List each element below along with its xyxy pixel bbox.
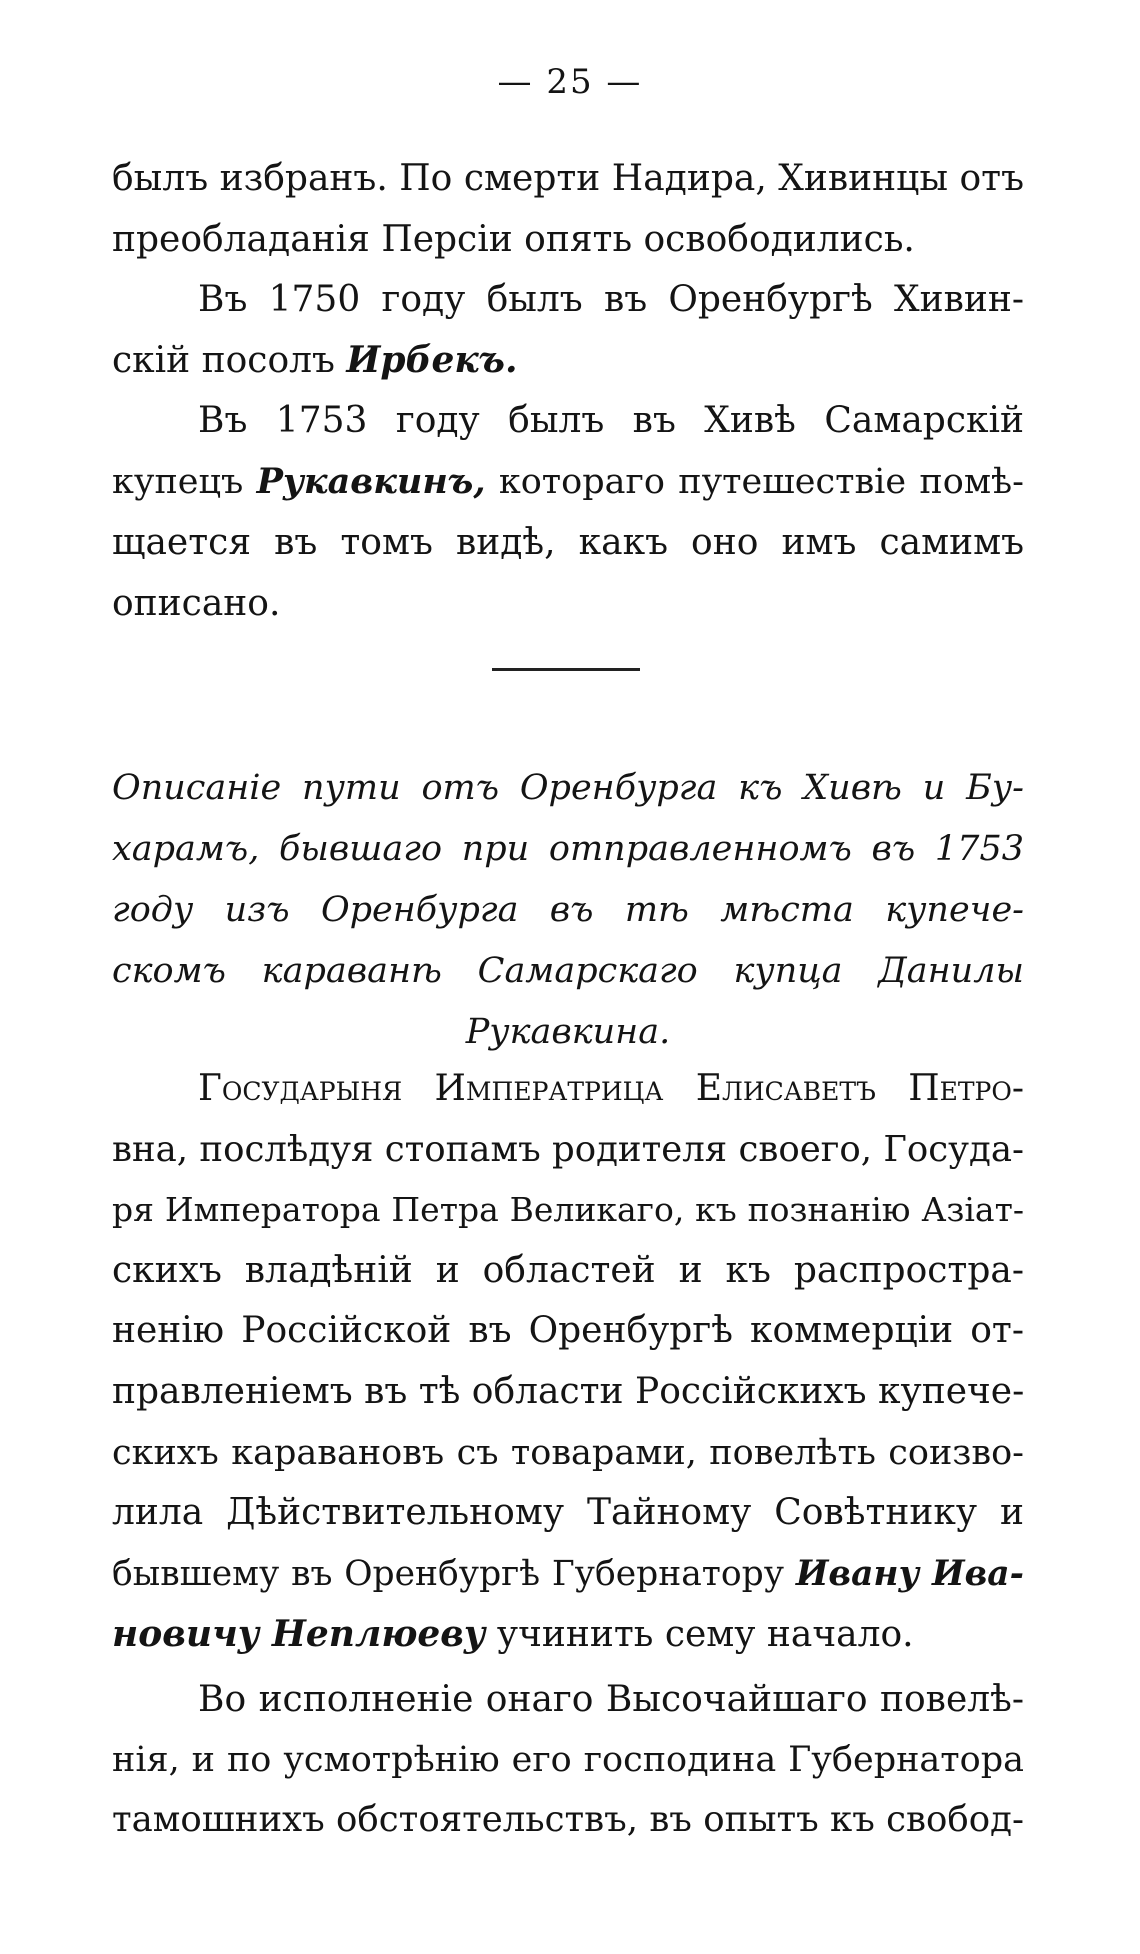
paragraph-4 (112, 1059, 1024, 1665)
text-line: Въ 1750 году былъ въ Оренбургѣ Хивин- (198, 279, 1024, 320)
person-name: Ирбекъ. (346, 339, 518, 381)
heading-line: скомъ караванѣ Самарскаго купца Данилы (112, 951, 1024, 991)
section-divider (492, 668, 640, 671)
heading-line: Описаніе пути отъ Оренбурга къ Хивѣ и Бу- (112, 768, 1024, 808)
text-line (112, 451, 1024, 512)
text-span: учинить сему начало. (485, 1614, 914, 1656)
text-line: скихъ владѣній и областей и къ распростра- (112, 1249, 1024, 1291)
text-line: щается въ томъ видѣ, какъ оно имъ самимъ (112, 522, 1024, 563)
text-span: скій посолъ (112, 340, 347, 381)
heading-line: харамъ, бывшаго при отправленномъ въ 1753 (112, 829, 1024, 869)
text-line (112, 330, 1024, 391)
heading-line: Рукавкина. (465, 1012, 671, 1052)
person-name: новичу Неплюеву (112, 1613, 486, 1656)
paragraph-3 (112, 390, 1024, 634)
paragraph-2 (112, 269, 1024, 391)
person-name: Рукавкинъ, (256, 461, 486, 502)
text-line: вна, послѣдуя стопамъ родителя своего, Госуда- (112, 1128, 1024, 1170)
text-line: лила Дѣйствительному Тайному Совѣтнику и (112, 1492, 1024, 1534)
paragraph-1 (112, 148, 1024, 270)
text-line (112, 1604, 1024, 1665)
text-span: бывшему въ Оренбургѣ Губернатору (112, 1553, 796, 1594)
text-line: былъ избранъ. По смерти Надира, Хивинцы отъ (112, 158, 1024, 199)
page-number: — 25 — (497, 62, 643, 102)
text-line: тамошнихъ обстоятельствъ, въ опытъ къ свобод- (112, 1799, 1024, 1840)
text-line: Во исполненіе онаго Высочайшаго повелѣ- (198, 1679, 1024, 1720)
text-span: котораго путешествіе помѣ- (485, 462, 1024, 502)
text-line: нія, и по усмотрѣнію его господина Губернатора (112, 1740, 1024, 1780)
text-line: ря Императора Петра Великаго, къ познанію Азіат- (112, 1190, 1024, 1230)
paragraph-5 (112, 1670, 1024, 1850)
text-line: скихъ каравановъ съ товарами, повелѣть соизво- (112, 1432, 1024, 1473)
text-line (112, 1544, 1024, 1605)
text-line: Государыня Императрица Елисаветъ Петро- (198, 1068, 1024, 1109)
text-line: описано. (112, 583, 281, 624)
text-line: правленіемъ въ тѣ области Россійскихъ купече- (112, 1370, 1025, 1412)
text-line: преобладанія Персіи опять освободились. (112, 219, 915, 260)
person-name: Ивану Ива- (795, 1553, 1024, 1594)
text-line: ненію Россійской въ Оренбургѣ коммерціи от- (112, 1310, 1024, 1352)
heading-line: году изъ Оренбурга въ тѣ мѣста купече- (112, 890, 1024, 930)
text-span: купецъ (112, 462, 257, 502)
section-heading (112, 758, 1024, 1063)
text-line: Въ 1753 году былъ въ Хивѣ Самарскій (198, 400, 1024, 441)
